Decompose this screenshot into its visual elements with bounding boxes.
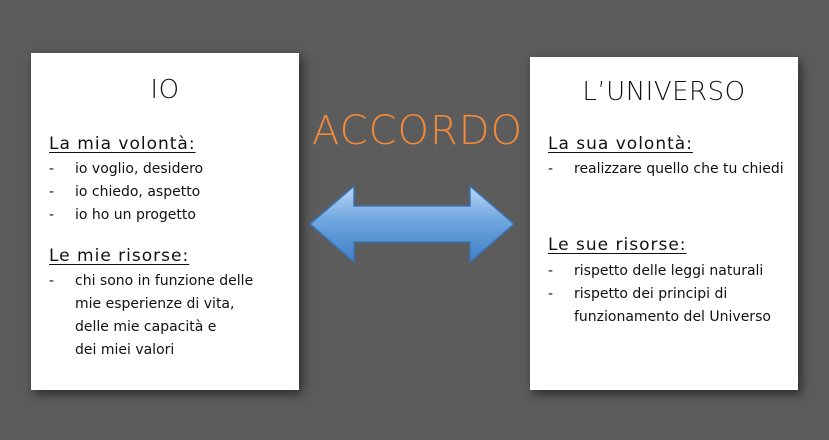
- right-card: [530, 57, 798, 390]
- left-section-risorse-heading: Le mie risorse:: [49, 246, 190, 266]
- list-item: funzionamento del Universo: [574, 309, 771, 325]
- list-marker: -: [548, 263, 554, 279]
- left-volonta-list: [49, 158, 203, 227]
- list-marker: -: [548, 161, 554, 177]
- left-card-title: IO: [150, 75, 180, 105]
- right-section-risorse-heading: Le sue risorse:: [548, 235, 687, 255]
- right-section-volonta-heading: La sua volontà:: [548, 134, 693, 154]
- list-item: - io chiedo, aspetto: [49, 181, 203, 204]
- list-item: mie esperienze di vita,: [75, 296, 235, 312]
- list-item: - rispetto dei principi di: [548, 283, 771, 306]
- left-section-volonta-heading: La mia volontà:: [49, 134, 196, 154]
- list-item: - rispetto delle leggi naturali: [548, 260, 771, 283]
- list-marker: -: [49, 207, 55, 223]
- list-marker: -: [49, 184, 55, 200]
- list-item: - io ho un progetto: [49, 204, 203, 227]
- list-item: - chi sono in funzione delle: [49, 270, 253, 293]
- list-item: dei miei valori: [75, 342, 175, 358]
- list-item: - realizzare quello che tu chiedi: [548, 158, 784, 181]
- accordo-label: ACCORDO: [312, 108, 524, 154]
- left-risorse-list: [49, 270, 253, 362]
- right-card-title: L’UNIVERSO: [582, 77, 746, 107]
- left-card: [31, 53, 299, 390]
- list-marker: -: [49, 273, 55, 289]
- list-marker: -: [548, 286, 554, 302]
- list-marker: -: [49, 161, 55, 177]
- double-arrow-icon: [308, 182, 516, 266]
- list-item: delle mie capacità e: [75, 319, 217, 335]
- right-volonta-list: [548, 158, 784, 181]
- right-risorse-list: [548, 260, 771, 329]
- list-item: - io voglio, desidero: [49, 158, 203, 181]
